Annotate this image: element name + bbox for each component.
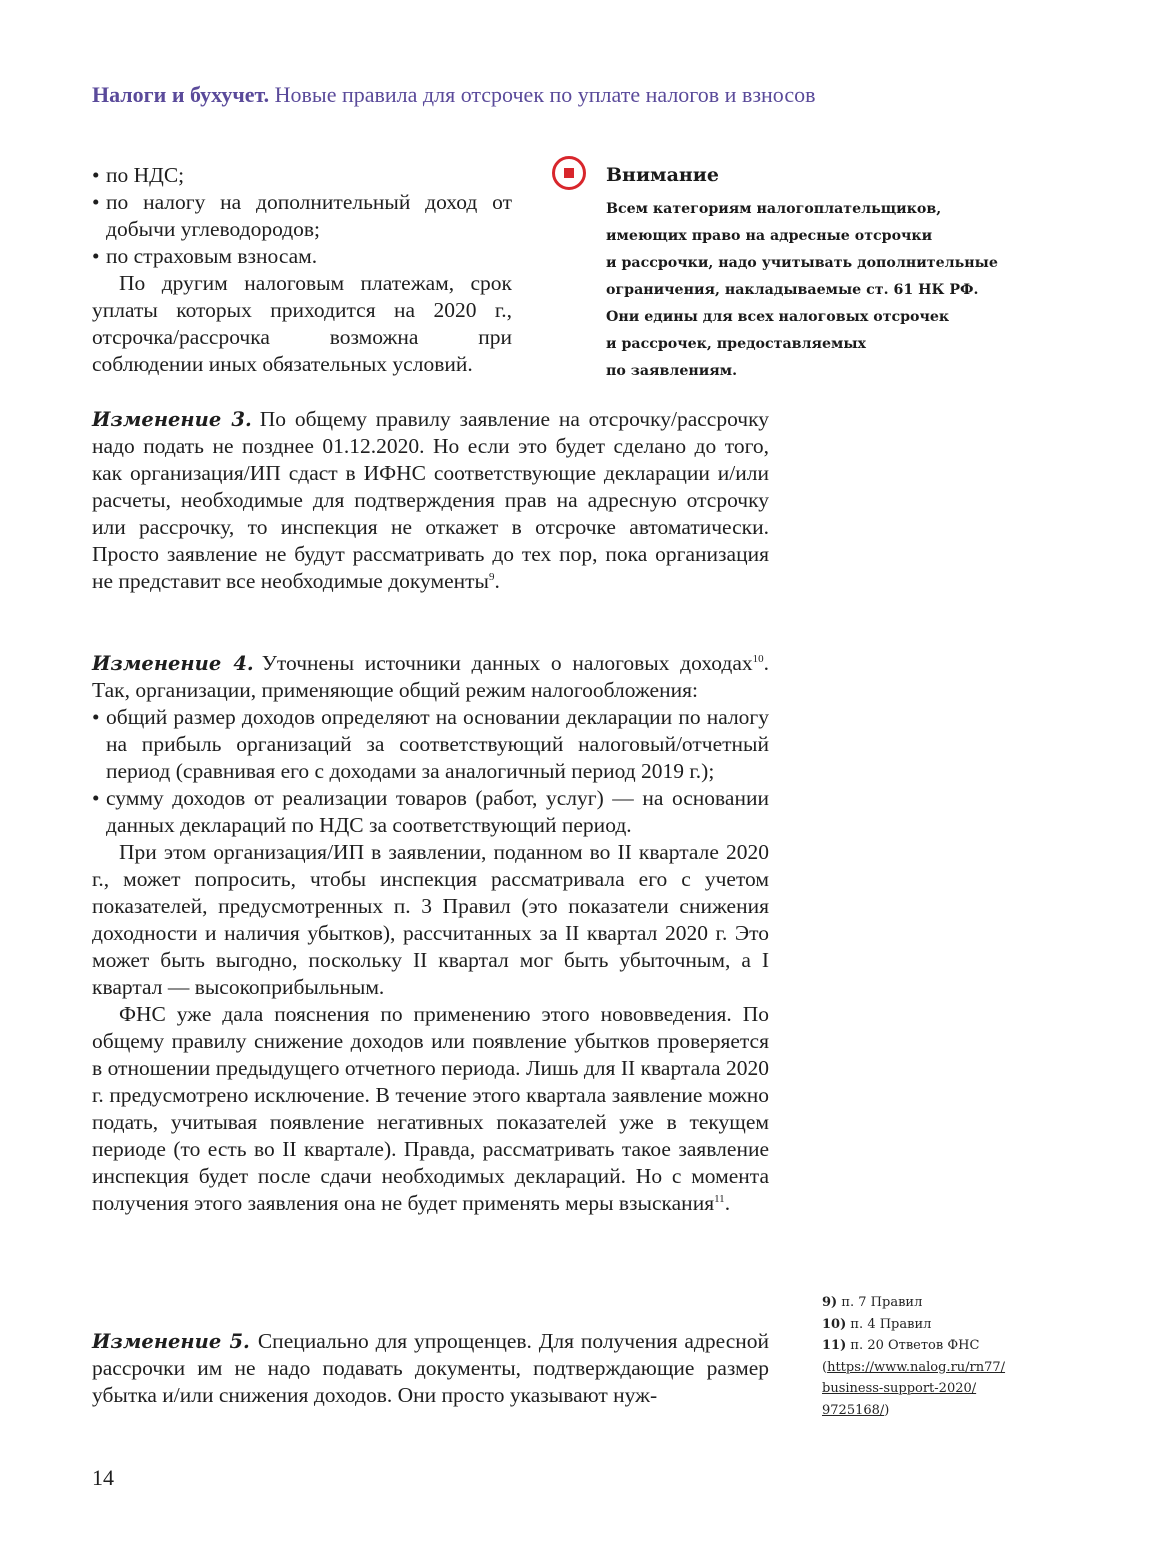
- change-4-paragraph-2: ФНС уже дала пояснения по применению этого нововведения. По общему правилу снижение доходов или появление убытков проверяется в отношении предыдущего отчетного периода. Лишь для II квартала 2020 г. предусмотрено исключение. В течение этого квартала заявление можно подать, учитывая появление негативных показателей уже в текущем периоде (то есть во II квартале). Правда, рассматривать такое заявление инспекция будет после сдачи необходимых деклараций. Но с момента получения этого заявления она не будет применять меры взыскания$^{11}$.: [92, 1002, 769, 1215]
- attention-line: Они едины для всех налоговых отсрочек: [606, 309, 950, 325]
- footnote-ref: 11: [714, 1192, 725, 1205]
- list-item: • общий размер доходов определяют на основании декларации по налогу на прибыль организаций за соответствующий налоговый/отчетный период (сравнивая его с доходами за аналогичный период 2019 г.);: [92, 704, 769, 785]
- footnotes: [822, 1292, 1052, 1421]
- footnote-link-close: ): [884, 1402, 890, 1418]
- intro-paragraph: По другим налоговым платежам, срок уплаты которых приходится на 2020 г., отсрочка/рассрочка возможна при соблюдении иных обязательных условий.: [92, 271, 512, 376]
- page-header: [92, 82, 1092, 108]
- attention-line: ограничения, накладываемые ст. 61 НК РФ.: [606, 282, 979, 298]
- change-5-text: Специально для упрощенцев. Для получения адресной рассрочки им не надо подавать документы, подтверждающие размер убытка и/или снижения доходов. Они просто указывают нуж-: [92, 1329, 769, 1407]
- footnote-url-line[interactable]: https://www.nalog.ru/rn77/: [827, 1359, 1006, 1375]
- change-4-text-a: Уточнены источники данных о налоговых доходах: [261, 651, 753, 675]
- footnote-text: п. 7 Правил: [841, 1295, 923, 1310]
- change-5-paragraph: [92, 1328, 769, 1409]
- page-number: 14: [92, 1465, 114, 1490]
- change-4-intro: [92, 650, 769, 704]
- change-3-paragraph: Изменение 3. По общему правилу заявление на отсрочку/рассрочку надо подать не позднее 01.12.2020. Но если это будет сделано до того, как организация/ИП сдаст в ИФНС соответствующие декларации и/или расчеты, необходимые для подтверждения прав на адресную отсрочку или рассрочку, то инспекция не откажет в отсрочке автоматически. Просто заявление не будут рассматривать до тех пор, пока организация не представит все необходимые документы$^9$.: [92, 407, 769, 593]
- change-3-heading: Изменение 3.: [92, 408, 252, 431]
- change-5-section: [92, 1328, 769, 1409]
- list-item: • по налогу на дополнительный доход от добычи углеводородов;: [92, 189, 512, 243]
- change-3-section: [92, 406, 769, 595]
- footnote: [822, 1292, 1052, 1314]
- list-item: • по страховым взносам.: [92, 243, 512, 270]
- list-item: • по НДС;: [92, 162, 512, 189]
- attention-title: Внимание: [606, 164, 719, 186]
- footnote-number: 10): [822, 1316, 847, 1332]
- header-title: Новые правила для отсрочек по уплате налогов и взносов: [274, 82, 816, 107]
- change-4-section: [92, 650, 769, 1217]
- footnote-ref: 9: [488, 570, 495, 583]
- attention-text: [606, 196, 1036, 385]
- footnote-url-line[interactable]: business-support-2020/: [822, 1381, 977, 1396]
- footnote-link[interactable]: [822, 1357, 1052, 1422]
- footnote-url-line[interactable]: 9725168/: [822, 1402, 885, 1418]
- change-3-text: По общему правилу заявление на отсрочку/рассрочку надо подать не позднее 01.12.2020. Но если это будет сделано до того, как организация/ИП сдаст в ИФНС соответствующие декларации и/или расчеты, необходимые для подтверждения прав на адресную отсрочку или рассрочку, то инспекция не откажет в отсрочке автоматически. Просто заявление не будут рассматривать до тех пор, пока организация не представит все необходимые документы: [92, 407, 769, 593]
- list-item: • сумму доходов от реализации товаров (работ, услуг) — на основании данных деклараций по НДС за соответствующий период.: [92, 785, 769, 839]
- footnote-text: п. 20 Ответов ФНС: [850, 1338, 980, 1353]
- footnote-number: 9): [822, 1295, 838, 1310]
- change-5-heading: Изменение 5.: [92, 1330, 250, 1353]
- footnote: [822, 1335, 1052, 1357]
- attention-line: и рассрочки, надо учитывать дополнительные: [606, 255, 998, 271]
- attention-line: по заявлениям.: [606, 363, 738, 379]
- change-4-heading: Изменение 4.: [92, 652, 254, 675]
- footnote-link-open: (: [822, 1359, 828, 1375]
- attention-line: Всем категориям налогоплательщиков,: [606, 201, 942, 217]
- stop-icon: [552, 156, 586, 190]
- header-section: Налоги и бухучет.: [92, 82, 270, 107]
- attention-line: имеющих право на адресные отсрочки: [606, 228, 933, 244]
- attention-line: и рассрочек, предоставляемых: [606, 336, 867, 352]
- change-4-paragraph-2-text: ФНС уже дала пояснения по применению этого нововведения. По общему правилу снижение доходов или появление убытков проверяется в отношении предыдущего отчетного периода. Лишь для II квартала 2020 г. предусмотрено исключение. В течение этого квартала заявление можно подать, учитывая появление негативных показателей уже в текущем периоде (то есть во II квартале). Правда, рассматривать такое заявление инспекция будет после сдачи необходимых деклараций. Но с момента получения этого заявления она не будет применять меры взыскания: [92, 1002, 769, 1215]
- footnote-number: 11): [822, 1338, 847, 1353]
- change-4-paragraph-1: При этом организация/ИП в заявлении, поданном во II квартале 2020 г., может попросить, чтобы инспекция рассматривала его с учетом показателей, предусмотренных п. 3 Правил (это показатели снижения доходности и наличия убытков), рассчитанных за II квартал 2020 г. Это может быть выгодно, поскольку II квартал мог быть убыточным, а I квартал — высокоприбыльным.: [92, 840, 769, 999]
- footnote-ref: 10: [752, 652, 764, 665]
- footnote: [822, 1314, 1052, 1336]
- footnote-text: п. 4 Правил: [850, 1316, 932, 1332]
- change-4-text-b: . Так, организации, применяющие общий режим налогообложения:: [92, 651, 769, 702]
- intro-list: [92, 162, 512, 378]
